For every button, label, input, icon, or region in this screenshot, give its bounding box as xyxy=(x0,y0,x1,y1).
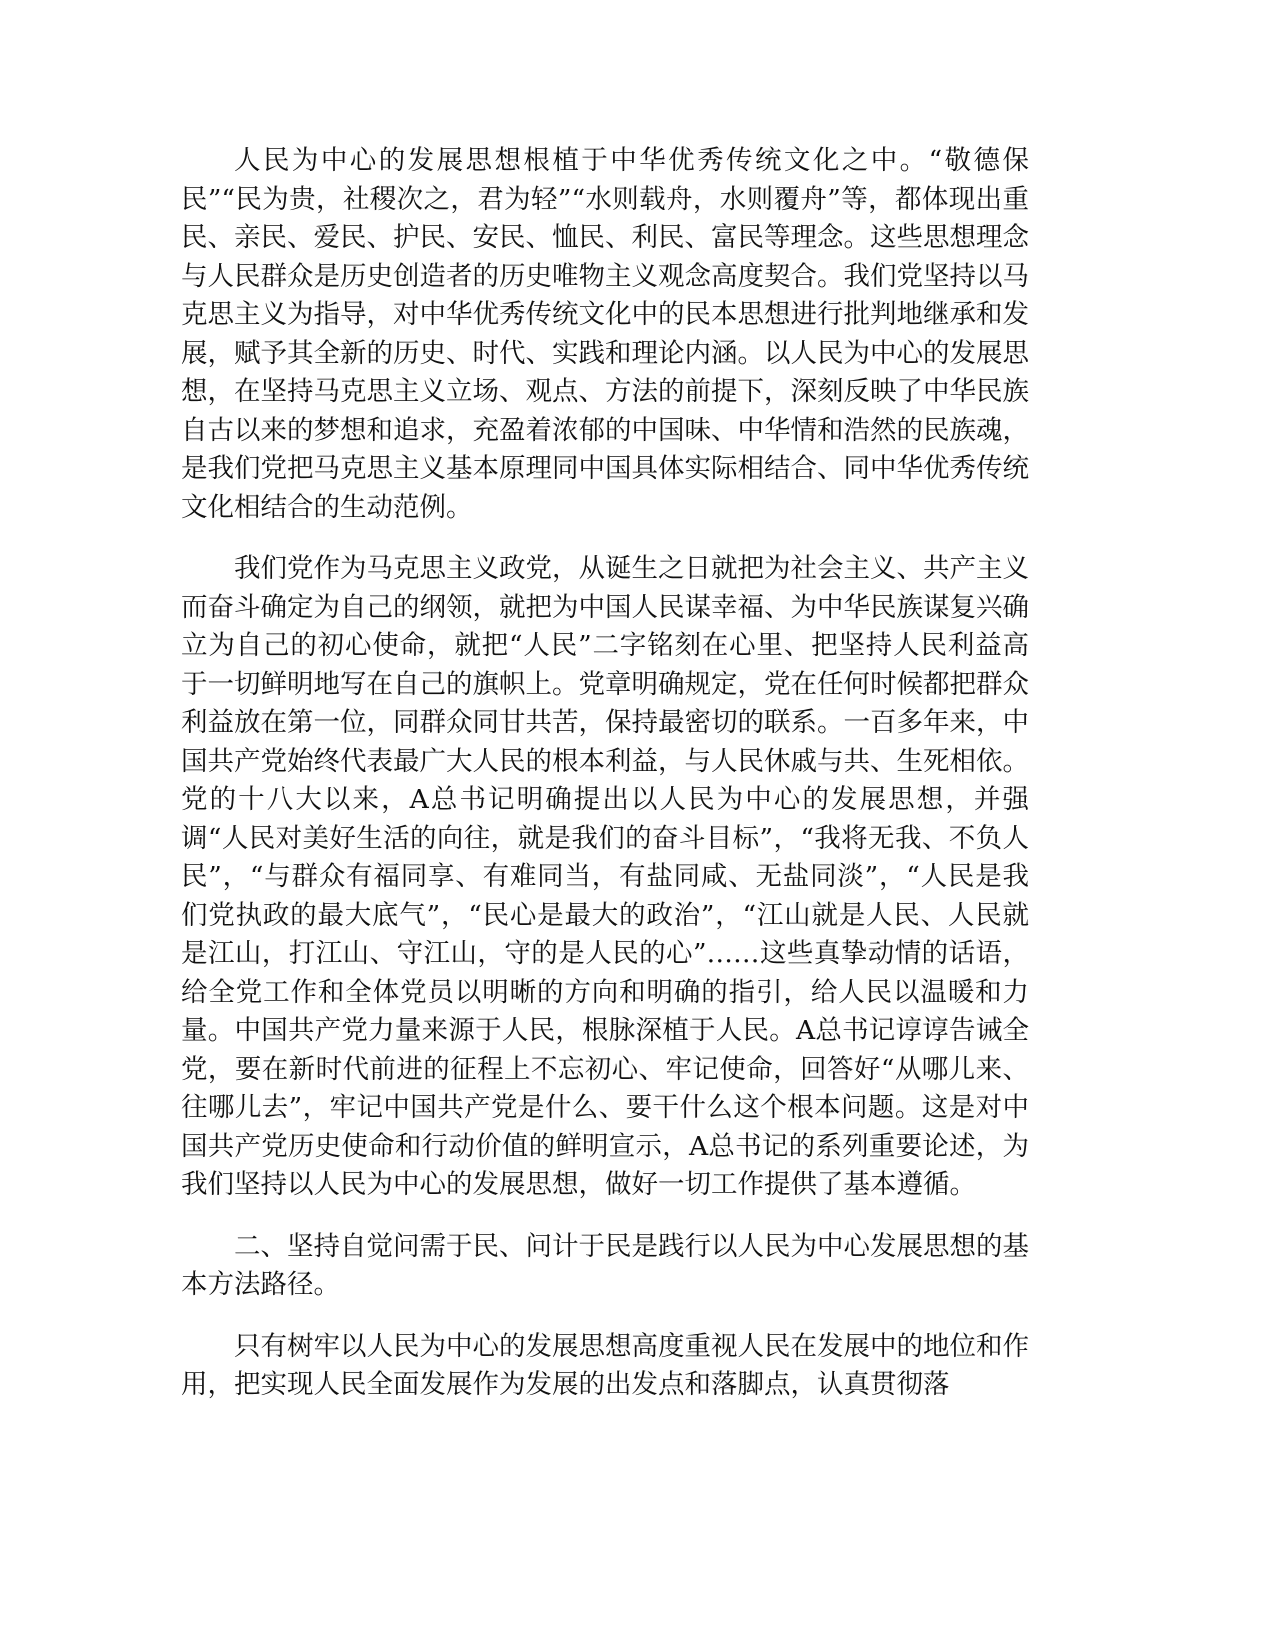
paragraph-3: 只有树牢以人民为中心的发展思想高度重视人民在发展中的地位和作用，把实现人民全面发展作为发展的出发点和落脚点，认真贯彻落 xyxy=(181,1330,1029,1400)
section-heading-2: 二、坚持自觉问需于民、问计于民是践行以人民为中心发展思想的基本方法路径。 xyxy=(181,1230,1029,1300)
paragraph-2: 我们党作为马克思主义政党，从诞生之日就把为社会主义、共产主义而奋斗确定为自己的纲领，就把为中国人民谋幸福、为中华民族谋复兴确立为自己的初心使命，就把“人民”二字铭刻在心里、把坚持人民利益高于一切鲜明地写在自己的旗帜上。党章明确规定，党在任何时候都把群众利益放在第一位，同群众同甘共苦，保持最密切的联系。一百多年来，中国共产党始终代表最广大人民的根本利益，与人民休戚与共、生死相依。党的十八大以来，A总书记明确提出以人民为中心的发展思想，并强调“人民对美好生活的向往，就是我们的奋斗目标”，“我将无我、不负人民”，“与群众有福同享、有难同当，有盐同咸、无盐同淡”，“人民是我们党执政的最大底气”，“民心是最大的政治”，“江山就是人民、人民就是江山，打江山、守江山，守的是人民的心”……这些真挚动情的话语，给全党工作和全体党员以明晰的方向和明确的指引，给人民以温暖和力量。中国共产党力量来源于人民，根脉深植于人民。A总书记谆谆告诫全党，要在新时代前进的征程上不忘初心、牢记使命，回答好“从哪儿来、往哪儿去”，牢记中国共产党是什么、要干什么这个根本问题。这是对中国共产党历史使命和行动价值的鲜明宣示，A总书记的系列重要论述，为我们坚持以人民为中心的发展思想，做好一切工作提供了基本遵循。 xyxy=(181,553,1029,1200)
paragraph-1: 人民为中心的发展思想根植于中华优秀传统文化之中。“敬德保民”“民为贵，社稷次之，君为轻”“水则载舟，水则覆舟”等，都体现出重民、亲民、爱民、护民、安民、恤民、利民、富民等理念。这些思想理念与人民群众是历史创造者的历史唯物主义观念高度契合。我们党坚持以马克思主义为指导，对中华优秀传统文化中的民本思想进行批判地继承和发展，赋予其全新的历史、时代、实践和理论内涵。以人民为中心的发展思想，在坚持马克思主义立场、观点、方法的前提下，深刻反映了中华民族自古以来的梦想和追求，充盈着浓郁的中国味、中华情和浩然的民族魂，是我们党把马克思主义基本原理同中国具体实际相结合、同中华优秀传统文化相结合的生动范例。 xyxy=(181,145,1029,523)
document-body xyxy=(181,142,1029,1428)
